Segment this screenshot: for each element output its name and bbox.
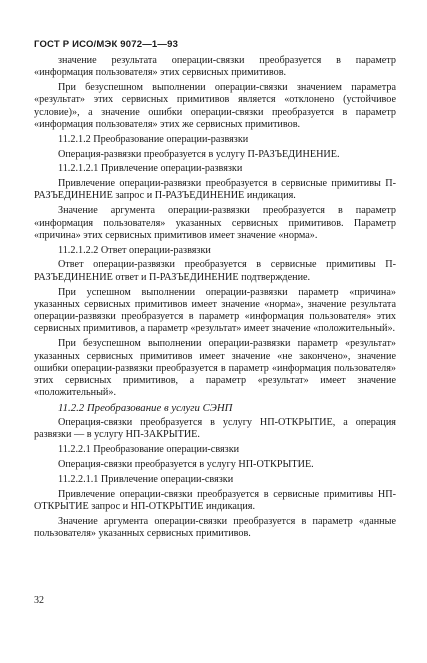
paragraph: Значение аргумента операции-связки преобразуется в параметр «данные пользователя» указанных сервисных примитивов. — [34, 515, 396, 539]
paragraph: значение результата операции-связки преобразуется в параметр «информация пользователя» этих сервисных примитивов. — [34, 55, 396, 79]
paragraph: При успешном выполнении операции-развязки параметр «причина» указанных сервисных примитивов имеет значение «норма», значение результата операции-развязки преобразуется в параметр «информация пользователя» этих сервисных примитивов, а параметр «результат» имеет значение «положительный». — [34, 286, 396, 335]
paragraph: При безуспешном выполнении операции-развязки параметр «результат» указанных сервисных примитивов имеет значение «не закончено», значение ошибки операции-развязки преобразуется в параметр «информация пользователя» этих сервисных примитивов, а параметр «результат» имеет значение «положительный». — [34, 338, 396, 399]
paragraph: При безуспешном выполнении операции-связки значением параметра «результат» этих сервисных примитивов является «отклонено (устойчивое условие)», а значение ошибки операции-связки преобразуется в параметр «информация пользователя» этих же сервисных примитивов. — [34, 82, 396, 130]
paragraph: Операция-связки преобразуется в услугу НП-ОТКРЫТИЕ, а операция развязки — в услугу НП-ЗАКРЫТИЕ. — [34, 417, 396, 441]
paragraph: Значение аргумента операции-развязки преобразуется в параметр «информация пользователя» указанных сервисных примитивов. Параметр «причина» этих сервисных примитивов имеет значение «норма». — [34, 205, 396, 241]
document-body — [34, 55, 396, 543]
paragraph: Привлечение операции-развязки преобразуется в сервисные примитивы П-РАЗЪЕДИНЕНИЕ запрос и П-РАЗЪЕДИНЕНИЕ индикация. — [34, 178, 396, 202]
section-heading: 11.2.2.1 Преобразование операции-связки — [58, 444, 240, 456]
section-heading: 11.2.1.2 Преобразование операции-развязки — [58, 133, 249, 145]
paragraph: Привлечение операции-связки преобразуется в сервисные примитивы НП-ОТКРЫТИЕ запрос и НП-ОТКРЫТИЕ индикация. — [34, 488, 396, 512]
paragraph: Операция-развязки преобразуется в услугу П-РАЗЪЕДИНЕНИЕ. — [58, 148, 340, 160]
section-heading: 11.2.1.2.1 Привлечение операции-развязки — [58, 163, 243, 175]
section-heading: Операция-связки преобразуется в услугу НП-ОТКРЫТИЕ. — [58, 458, 314, 470]
section-heading: 11.2.2.1.1 Привлечение операции-связки — [58, 473, 234, 485]
document-header: ГОСТ Р ИСО/МЭК 9072—1—93 — [34, 39, 179, 50]
section-heading: 11.2.1.2.2 Ответ операции-развязки — [58, 244, 211, 256]
section-heading: 11.2.2 Преобразование в услуги СЭНП — [58, 402, 233, 415]
page-number: 32 — [34, 595, 44, 606]
paragraph: Ответ операции-развязки преобразуется в сервисные примитивы П-РАЗЪЕДИНЕНИЕ ответ и П-РАЗЪЕДИНЕНИЕ подтверждение. — [34, 259, 396, 283]
